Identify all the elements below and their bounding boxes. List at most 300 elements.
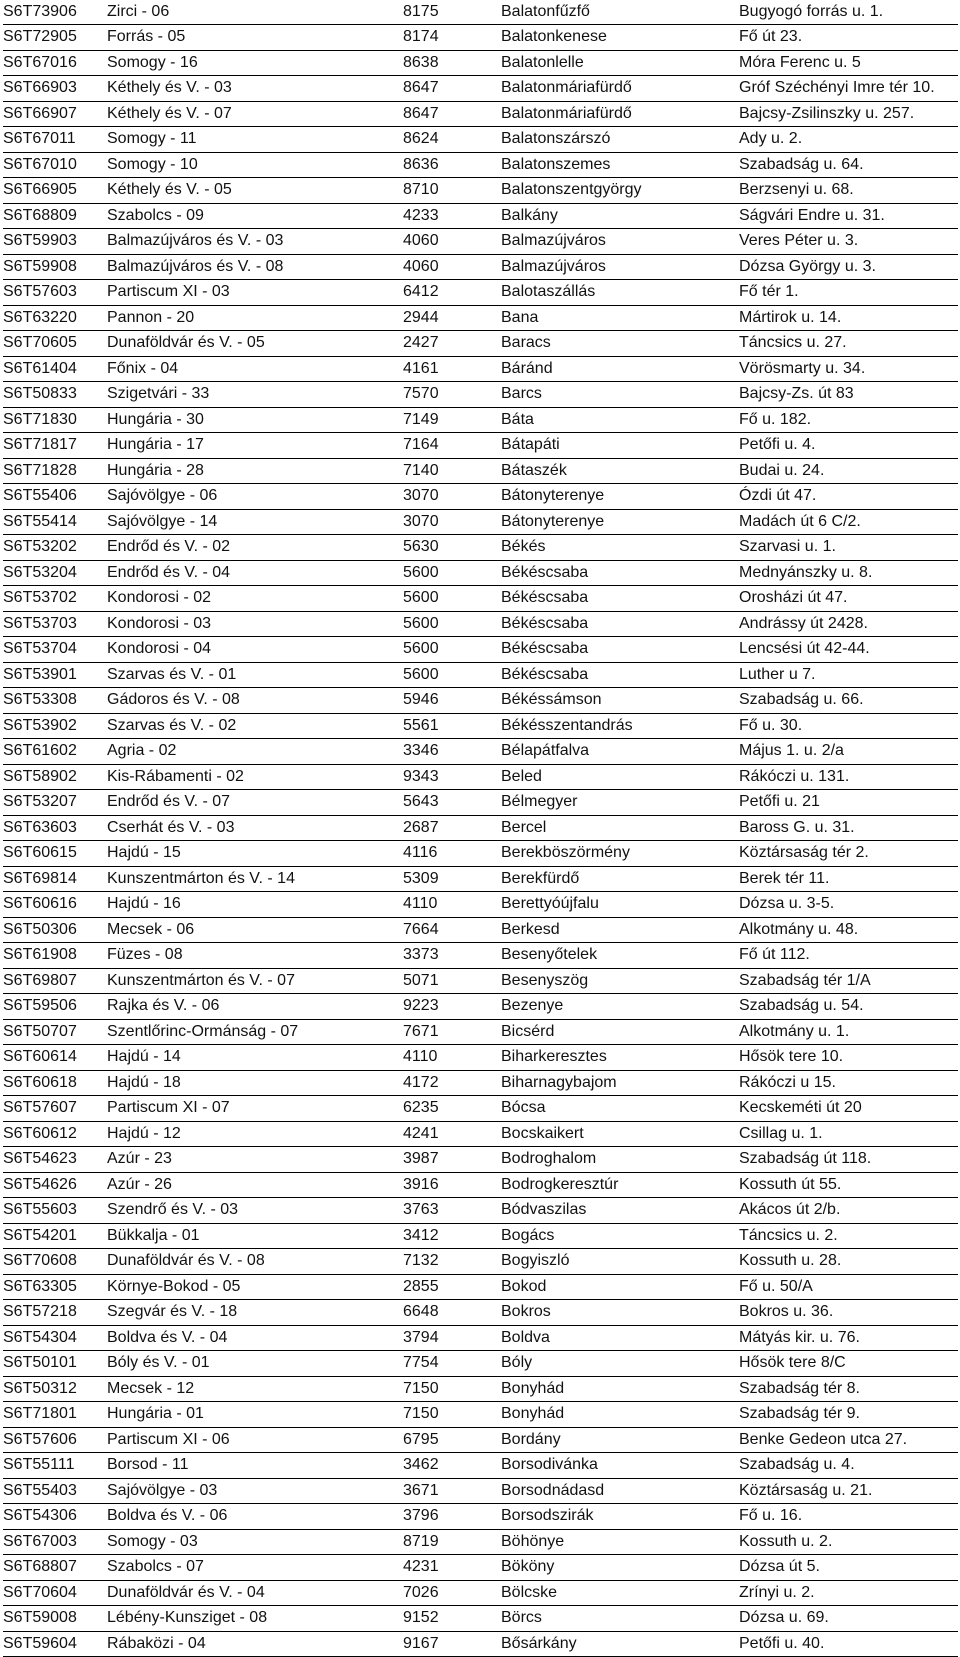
site-name-cell: Forrás - 05 [107, 25, 403, 51]
address-cell: Bokros u. 36. [739, 1300, 958, 1326]
address-cell: Bajcsy-Zs. út 83 [739, 382, 958, 408]
site-code-cell: S6T53704 [3, 637, 107, 663]
table-row [3, 127, 958, 153]
table-row [3, 1376, 958, 1402]
city-cell: Balatonmáriafürdő [501, 76, 739, 102]
site-name-cell: Partiscum XI - 06 [107, 1427, 403, 1453]
city-cell: Balotaszállás [501, 280, 739, 306]
address-cell: Kossuth u. 2. [739, 1529, 958, 1555]
site-code-cell: S6T66903 [3, 76, 107, 102]
table-row [3, 407, 958, 433]
postal-code-cell: 6648 [403, 1300, 501, 1326]
city-cell: Békéssámson [501, 688, 739, 714]
address-cell: Alkotmány u. 1. [739, 1019, 958, 1045]
postal-code-cell: 5600 [403, 662, 501, 688]
city-cell: Borsodszirák [501, 1504, 739, 1530]
site-name-cell: Balmazújváros és V. - 08 [107, 254, 403, 280]
address-cell: Köztársaság tér 2. [739, 841, 958, 867]
site-name-cell: Kondorosi - 03 [107, 611, 403, 637]
address-cell: Fő u. 182. [739, 407, 958, 433]
site-code-cell: S6T66907 [3, 101, 107, 127]
address-cell: Ady u. 2. [739, 127, 958, 153]
city-cell: Bonyhád [501, 1402, 739, 1428]
site-name-cell: Lébény-Kunsziget - 08 [107, 1606, 403, 1632]
postal-code-cell: 9223 [403, 994, 501, 1020]
site-name-cell: Szarvas és V. - 01 [107, 662, 403, 688]
table-row [3, 943, 958, 969]
site-code-cell: S6T68807 [3, 1555, 107, 1581]
postal-code-cell: 3070 [403, 484, 501, 510]
table-row [3, 152, 958, 178]
site-name-cell: Kis-Rábamenti - 02 [107, 764, 403, 790]
site-code-cell: S6T54304 [3, 1325, 107, 1351]
city-cell: Berekböszörmény [501, 841, 739, 867]
site-name-cell: Sajóvölgye - 14 [107, 509, 403, 535]
site-code-cell: S6T69807 [3, 968, 107, 994]
site-name-cell: Mecsek - 12 [107, 1376, 403, 1402]
city-cell: Balatonszentgyörgy [501, 178, 739, 204]
city-cell: Barcs [501, 382, 739, 408]
city-cell: Balmazújváros [501, 229, 739, 255]
table-row [3, 229, 958, 255]
address-cell: Hősök tere 10. [739, 1045, 958, 1071]
address-cell: Zrínyi u. 2. [739, 1580, 958, 1606]
table-row [3, 382, 958, 408]
address-cell: Táncsics u. 2. [739, 1223, 958, 1249]
site-code-cell: S6T54623 [3, 1147, 107, 1173]
city-cell: Békéscsaba [501, 611, 739, 637]
address-cell: Berek tér 11. [739, 866, 958, 892]
site-name-cell: Endrőd és V. - 04 [107, 560, 403, 586]
postal-code-cell: 5600 [403, 637, 501, 663]
table-row [3, 101, 958, 127]
site-code-cell: S6T67010 [3, 152, 107, 178]
table-row [3, 1606, 958, 1632]
site-name-cell: Kunszentmárton és V. - 07 [107, 968, 403, 994]
address-cell: Mátyás kir. u. 76. [739, 1325, 958, 1351]
site-code-cell: S6T70608 [3, 1249, 107, 1275]
postal-code-cell: 3987 [403, 1147, 501, 1173]
city-cell: Bátaszék [501, 458, 739, 484]
address-cell: Dózsa u. 3-5. [739, 892, 958, 918]
site-code-cell: S6T59008 [3, 1606, 107, 1632]
address-cell: Rákóczi u. 131. [739, 764, 958, 790]
city-cell: Békés [501, 535, 739, 561]
site-code-cell: S6T55403 [3, 1478, 107, 1504]
postal-code-cell: 8175 [403, 0, 501, 25]
site-code-cell: S6T61602 [3, 739, 107, 765]
site-name-cell: Pannon - 20 [107, 305, 403, 331]
site-code-cell: S6T54626 [3, 1172, 107, 1198]
address-cell: Ózdi út 47. [739, 484, 958, 510]
postal-code-cell: 7150 [403, 1402, 501, 1428]
postal-code-cell: 5643 [403, 790, 501, 816]
site-name-cell: Kéthely és V. - 05 [107, 178, 403, 204]
city-cell: Bélapátfalva [501, 739, 739, 765]
site-code-cell: S6T53702 [3, 586, 107, 612]
site-name-cell: Borsod - 11 [107, 1453, 403, 1479]
table-row [3, 1070, 958, 1096]
site-name-cell: Hungária - 30 [107, 407, 403, 433]
site-code-cell: S6T57607 [3, 1096, 107, 1122]
city-cell: Balatonlelle [501, 50, 739, 76]
site-code-cell: S6T59506 [3, 994, 107, 1020]
site-name-cell: Partiscum XI - 03 [107, 280, 403, 306]
city-cell: Berkesd [501, 917, 739, 943]
postal-code-cell: 7754 [403, 1351, 501, 1377]
address-cell: Petőfi u. 40. [739, 1631, 958, 1657]
postal-code-cell: 4233 [403, 203, 501, 229]
site-name-cell: Környe-Bokod - 05 [107, 1274, 403, 1300]
site-code-cell: S6T55414 [3, 509, 107, 535]
city-cell: Balatonkenese [501, 25, 739, 51]
table-row [3, 25, 958, 51]
postal-code-cell: 3373 [403, 943, 501, 969]
address-cell: Köztársaság u. 21. [739, 1478, 958, 1504]
site-code-cell: S6T71801 [3, 1402, 107, 1428]
city-cell: Bócsa [501, 1096, 739, 1122]
postal-code-cell: 9343 [403, 764, 501, 790]
postal-code-cell: 6795 [403, 1427, 501, 1453]
postal-code-cell: 5309 [403, 866, 501, 892]
site-name-cell: Szendrő és V. - 03 [107, 1198, 403, 1224]
site-name-cell: Kéthely és V. - 07 [107, 101, 403, 127]
site-code-cell: S6T57603 [3, 280, 107, 306]
city-cell: Borsodnádasd [501, 1478, 739, 1504]
site-code-cell: S6T59903 [3, 229, 107, 255]
site-name-cell: Dunaföldvár és V. - 08 [107, 1249, 403, 1275]
postal-code-cell: 4231 [403, 1555, 501, 1581]
site-code-cell: S6T50306 [3, 917, 107, 943]
address-cell: Szabadság u. 66. [739, 688, 958, 714]
postal-code-cell: 6235 [403, 1096, 501, 1122]
postal-code-cell: 5600 [403, 611, 501, 637]
postal-code-cell: 5630 [403, 535, 501, 561]
city-cell: Bököny [501, 1555, 739, 1581]
table-row [3, 866, 958, 892]
postal-code-cell: 3794 [403, 1325, 501, 1351]
table-row [3, 305, 958, 331]
site-code-cell: S6T50101 [3, 1351, 107, 1377]
site-name-cell: Bóly és V. - 01 [107, 1351, 403, 1377]
table-row [3, 560, 958, 586]
site-name-cell: Balmazújváros és V. - 03 [107, 229, 403, 255]
city-cell: Bodroghalom [501, 1147, 739, 1173]
address-cell: Baross G. u. 31. [739, 815, 958, 841]
address-cell: Akácos út 2/b. [739, 1198, 958, 1224]
address-cell: Fő tér 1. [739, 280, 958, 306]
site-code-cell: S6T61404 [3, 356, 107, 382]
city-cell: Bocskaikert [501, 1121, 739, 1147]
address-cell: Fő u. 30. [739, 713, 958, 739]
address-cell: Lencsési út 42-44. [739, 637, 958, 663]
postal-code-cell: 4110 [403, 1045, 501, 1071]
city-cell: Berekfürdő [501, 866, 739, 892]
table-row [3, 178, 958, 204]
postal-code-cell: 8636 [403, 152, 501, 178]
address-cell: Móra Ferenc u. 5 [739, 50, 958, 76]
table-row [3, 1580, 958, 1606]
site-name-cell: Somogy - 11 [107, 127, 403, 153]
table-row [3, 1249, 958, 1275]
site-name-cell: Kéthely és V. - 03 [107, 76, 403, 102]
site-code-cell: S6T60616 [3, 892, 107, 918]
postal-code-cell: 8719 [403, 1529, 501, 1555]
site-code-cell: S6T67011 [3, 127, 107, 153]
site-code-cell: S6T50833 [3, 382, 107, 408]
table-row [3, 968, 958, 994]
site-code-cell: S6T59908 [3, 254, 107, 280]
site-name-cell: Partiscum XI - 07 [107, 1096, 403, 1122]
site-code-cell: S6T54201 [3, 1223, 107, 1249]
postal-code-cell: 7671 [403, 1019, 501, 1045]
table-row [3, 509, 958, 535]
address-cell: Petőfi u. 21 [739, 790, 958, 816]
site-name-cell: Kondorosi - 02 [107, 586, 403, 612]
table-row [3, 254, 958, 280]
site-code-cell: S6T57606 [3, 1427, 107, 1453]
site-code-cell: S6T53204 [3, 560, 107, 586]
site-name-cell: Bükkalja - 01 [107, 1223, 403, 1249]
postal-code-cell: 4241 [403, 1121, 501, 1147]
postal-code-cell: 7570 [403, 382, 501, 408]
table-row [3, 1096, 958, 1122]
site-name-cell: Főnix - 04 [107, 356, 403, 382]
site-name-cell: Rajka és V. - 06 [107, 994, 403, 1020]
site-name-cell: Dunaföldvár és V. - 04 [107, 1580, 403, 1606]
address-cell: Luther u 7. [739, 662, 958, 688]
site-name-cell: Azúr - 26 [107, 1172, 403, 1198]
address-cell: Szabadság tér 9. [739, 1402, 958, 1428]
city-cell: Balatonszárszó [501, 127, 739, 153]
table-row [3, 611, 958, 637]
address-cell: Kossuth út 55. [739, 1172, 958, 1198]
address-cell: Budai u. 24. [739, 458, 958, 484]
site-name-cell: Hungária - 17 [107, 433, 403, 459]
table-row [3, 1325, 958, 1351]
site-name-cell: Szarvas és V. - 02 [107, 713, 403, 739]
postal-code-cell: 6412 [403, 280, 501, 306]
table-row [3, 790, 958, 816]
table-row [3, 1172, 958, 1198]
site-name-cell: Endrőd és V. - 07 [107, 790, 403, 816]
site-code-cell: S6T72905 [3, 25, 107, 51]
site-code-cell: S6T63603 [3, 815, 107, 841]
postal-code-cell: 3412 [403, 1223, 501, 1249]
table-row [3, 841, 958, 867]
table-row [3, 1427, 958, 1453]
table-row [3, 1351, 958, 1377]
table-row [3, 280, 958, 306]
postal-code-cell: 7149 [403, 407, 501, 433]
address-cell: Berzsenyi u. 68. [739, 178, 958, 204]
address-cell: Dózsa György u. 3. [739, 254, 958, 280]
site-name-cell: Hajdú - 12 [107, 1121, 403, 1147]
table-row [3, 1045, 958, 1071]
city-cell: Balatonfűzfő [501, 0, 739, 25]
table-body [3, 0, 958, 1657]
site-name-cell: Sajóvölgye - 06 [107, 484, 403, 510]
postal-code-cell: 4116 [403, 841, 501, 867]
postal-code-cell: 2944 [403, 305, 501, 331]
address-cell: Bugyogó forrás u. 1. [739, 0, 958, 25]
address-cell: Szabadság u. 4. [739, 1453, 958, 1479]
city-cell: Békéscsaba [501, 662, 739, 688]
city-cell: Bóly [501, 1351, 739, 1377]
city-cell: Békésszentandrás [501, 713, 739, 739]
site-name-cell: Rábaközi - 04 [107, 1631, 403, 1657]
site-code-cell: S6T54306 [3, 1504, 107, 1530]
postal-code-cell: 9167 [403, 1631, 501, 1657]
postal-code-cell: 8710 [403, 178, 501, 204]
site-name-cell: Füzes - 08 [107, 943, 403, 969]
site-name-cell: Szabolcs - 09 [107, 203, 403, 229]
city-cell: Bana [501, 305, 739, 331]
address-cell: Rákóczi u 15. [739, 1070, 958, 1096]
site-name-cell: Somogy - 16 [107, 50, 403, 76]
table-row [3, 1223, 958, 1249]
table-row [3, 1529, 958, 1555]
city-cell: Bokros [501, 1300, 739, 1326]
city-cell: Bősárkány [501, 1631, 739, 1657]
site-code-cell: S6T71817 [3, 433, 107, 459]
site-code-cell: S6T61908 [3, 943, 107, 969]
site-name-cell: Boldva és V. - 06 [107, 1504, 403, 1530]
postal-code-cell: 3346 [403, 739, 501, 765]
site-code-cell: S6T53901 [3, 662, 107, 688]
address-cell: Bajcsy-Zsilinszky u. 257. [739, 101, 958, 127]
address-cell: Vörösmarty u. 34. [739, 356, 958, 382]
table-row [3, 764, 958, 790]
site-code-cell: S6T70605 [3, 331, 107, 357]
city-cell: Bódvaszilas [501, 1198, 739, 1224]
site-code-cell: S6T67016 [3, 50, 107, 76]
site-code-cell: S6T68809 [3, 203, 107, 229]
city-cell: Báránd [501, 356, 739, 382]
table-row [3, 1453, 958, 1479]
postal-code-cell: 4060 [403, 254, 501, 280]
city-cell: Balmazújváros [501, 254, 739, 280]
table-row [3, 1147, 958, 1173]
table-row [3, 1121, 958, 1147]
postal-code-cell: 3671 [403, 1478, 501, 1504]
table-row [3, 1504, 958, 1530]
address-cell: Andrássy út 2428. [739, 611, 958, 637]
table-row [3, 458, 958, 484]
site-code-cell: S6T50707 [3, 1019, 107, 1045]
site-code-cell: S6T53207 [3, 790, 107, 816]
city-cell: Beled [501, 764, 739, 790]
table-row [3, 713, 958, 739]
postal-code-cell: 2427 [403, 331, 501, 357]
postal-code-cell: 3070 [403, 509, 501, 535]
city-cell: Bátapáti [501, 433, 739, 459]
site-code-cell: S6T60615 [3, 841, 107, 867]
address-cell: Mednyánszky u. 8. [739, 560, 958, 586]
city-cell: Bicsérd [501, 1019, 739, 1045]
address-cell: Petőfi u. 4. [739, 433, 958, 459]
site-code-cell: S6T50312 [3, 1376, 107, 1402]
city-cell: Börcs [501, 1606, 739, 1632]
postal-code-cell: 9152 [403, 1606, 501, 1632]
site-code-cell: S6T53202 [3, 535, 107, 561]
site-code-cell: S6T55603 [3, 1198, 107, 1224]
site-name-cell: Cserhát és V. - 03 [107, 815, 403, 841]
site-name-cell: Hungária - 28 [107, 458, 403, 484]
site-code-cell: S6T69814 [3, 866, 107, 892]
city-cell: Besenyszög [501, 968, 739, 994]
address-cell: Fő u. 16. [739, 1504, 958, 1530]
table-row [3, 0, 958, 25]
postal-code-cell: 7132 [403, 1249, 501, 1275]
address-cell: Május 1. u. 2/a [739, 739, 958, 765]
table-row [3, 203, 958, 229]
site-name-cell: Hajdú - 15 [107, 841, 403, 867]
site-name-cell: Somogy - 03 [107, 1529, 403, 1555]
table-row [3, 1198, 958, 1224]
city-cell: Biharkeresztes [501, 1045, 739, 1071]
postal-code-cell: 8624 [403, 127, 501, 153]
site-name-cell: Szegvár és V. - 18 [107, 1300, 403, 1326]
postal-code-cell: 8647 [403, 76, 501, 102]
address-cell: Madách út 6 C/2. [739, 509, 958, 535]
site-name-cell: Somogy - 10 [107, 152, 403, 178]
city-cell: Besenyőtelek [501, 943, 739, 969]
site-name-cell: Kondorosi - 04 [107, 637, 403, 663]
site-name-cell: Kunszentmárton és V. - 14 [107, 866, 403, 892]
site-code-cell: S6T63305 [3, 1274, 107, 1300]
address-cell: Szabadság út 118. [739, 1147, 958, 1173]
postal-code-cell: 5946 [403, 688, 501, 714]
site-code-cell: S6T73906 [3, 0, 107, 25]
postal-code-cell: 4161 [403, 356, 501, 382]
postal-code-cell: 8647 [403, 101, 501, 127]
site-code-cell: S6T63220 [3, 305, 107, 331]
address-cell: Csillag u. 1. [739, 1121, 958, 1147]
city-cell: Báta [501, 407, 739, 433]
table-row [3, 892, 958, 918]
city-cell: Balkány [501, 203, 739, 229]
address-cell: Szabadság tér 1/A [739, 968, 958, 994]
city-cell: Békéscsaba [501, 586, 739, 612]
site-code-cell: S6T71828 [3, 458, 107, 484]
address-cell: Táncsics u. 27. [739, 331, 958, 357]
city-cell: Balatonszemes [501, 152, 739, 178]
city-cell: Bezenye [501, 994, 739, 1020]
table-row [3, 433, 958, 459]
table-row [3, 331, 958, 357]
site-name-cell: Gádoros és V. - 08 [107, 688, 403, 714]
table-row [3, 739, 958, 765]
postal-code-cell: 7664 [403, 917, 501, 943]
site-code-cell: S6T55111 [3, 1453, 107, 1479]
postal-code-cell: 8638 [403, 50, 501, 76]
address-cell: Hősök tere 8/C [739, 1351, 958, 1377]
address-cell: Szabadság u. 54. [739, 994, 958, 1020]
table-row [3, 1274, 958, 1300]
city-cell: Bercel [501, 815, 739, 841]
table-row [3, 356, 958, 382]
address-cell: Fő út 112. [739, 943, 958, 969]
site-name-cell: Dunaföldvár és V. - 05 [107, 331, 403, 357]
site-name-cell: Szigetvári - 33 [107, 382, 403, 408]
postal-code-cell: 4060 [403, 229, 501, 255]
city-cell: Bogyiszló [501, 1249, 739, 1275]
postal-code-cell: 7164 [403, 433, 501, 459]
table-row [3, 815, 958, 841]
site-name-cell: Endrőd és V. - 02 [107, 535, 403, 561]
address-cell: Kossuth u. 28. [739, 1249, 958, 1275]
